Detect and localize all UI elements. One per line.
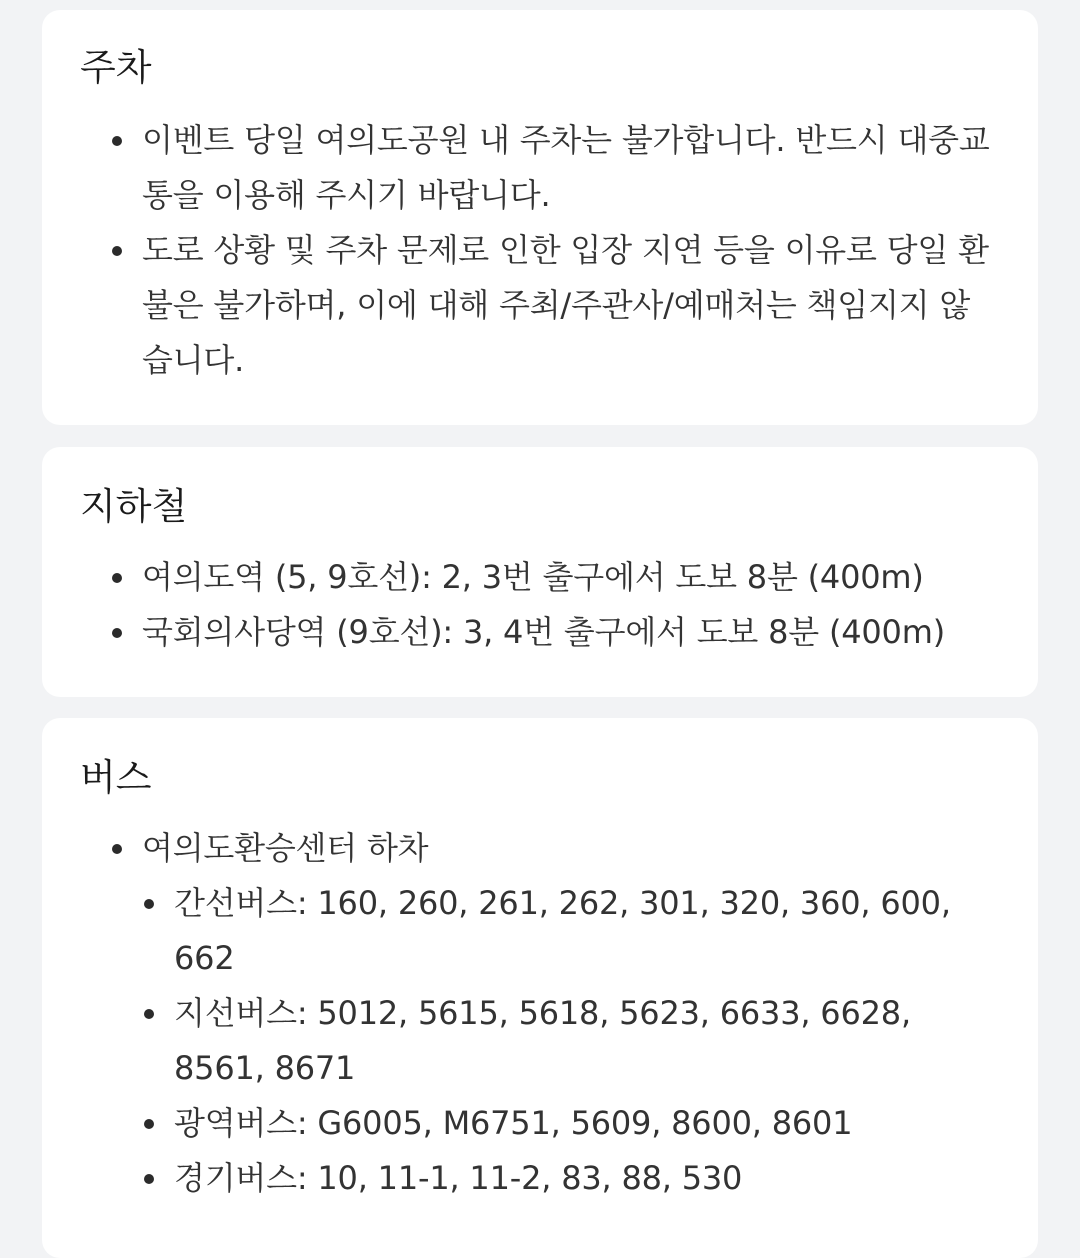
parking-title: 주차 — [80, 46, 152, 89]
bus-list — [110, 821, 998, 1206]
bus-title: 버스 — [80, 756, 152, 799]
bus-line-text: 경기버스: 10, 11-1, 11-2, 83, 88, 530 — [174, 1159, 743, 1197]
subway-list — [110, 550, 998, 660]
bus-lines-container — [110, 876, 998, 1206]
bus-card — [42, 718, 1038, 1258]
bus-line-text: 간선버스: 160, 260, 261, 262, 301, 320, 360, 600, 662 — [174, 884, 951, 977]
list-item — [110, 821, 998, 876]
list-item — [142, 1096, 998, 1151]
subway-card — [42, 447, 1038, 697]
parking-list — [110, 113, 998, 388]
parking-item-text: 이벤트 당일 여의도공원 내 주차는 불가합니다. 반드시 대중교통을 이용해 주시기 바랍니다. — [142, 121, 990, 214]
bullet-icon — [112, 573, 122, 583]
bullet-icon — [112, 136, 122, 146]
bullet-icon — [144, 899, 154, 909]
subway-item-text: 여의도역 (5, 9호선): 2, 3번 출구에서 도보 8분 (400m) — [142, 558, 924, 596]
parking-card — [42, 10, 1038, 425]
bus-line-text: 광역버스: G6005, M6751, 5609, 8600, 8601 — [174, 1104, 853, 1142]
list-item — [142, 1151, 998, 1206]
list-item — [110, 223, 998, 388]
bullet-icon — [144, 1119, 154, 1129]
bullet-icon — [144, 1009, 154, 1019]
list-item — [110, 550, 998, 605]
bus-line-text: 지선버스: 5012, 5615, 5618, 5623, 6633, 6628, 8561, 8671 — [174, 994, 911, 1087]
bus-line-list — [142, 876, 998, 1206]
list-item — [110, 113, 998, 223]
list-item — [110, 605, 998, 660]
bus-stop-text: 여의도환승센터 하차 — [142, 829, 429, 867]
parking-item-text: 도로 상황 및 주차 문제로 인한 입장 지연 등을 이유로 당일 환불은 불가하며, 이에 대해 주최/주관사/예매처는 책임지지 않습니다. — [142, 231, 989, 379]
subway-item-text: 국회의사당역 (9호선): 3, 4번 출구에서 도보 8분 (400m) — [142, 613, 945, 651]
list-item — [142, 986, 998, 1096]
subway-title: 지하철 — [80, 485, 188, 528]
bullet-icon — [112, 844, 122, 854]
bullet-icon — [112, 628, 122, 638]
list-item — [142, 876, 998, 986]
bullet-icon — [144, 1174, 154, 1184]
bullet-icon — [112, 246, 122, 256]
